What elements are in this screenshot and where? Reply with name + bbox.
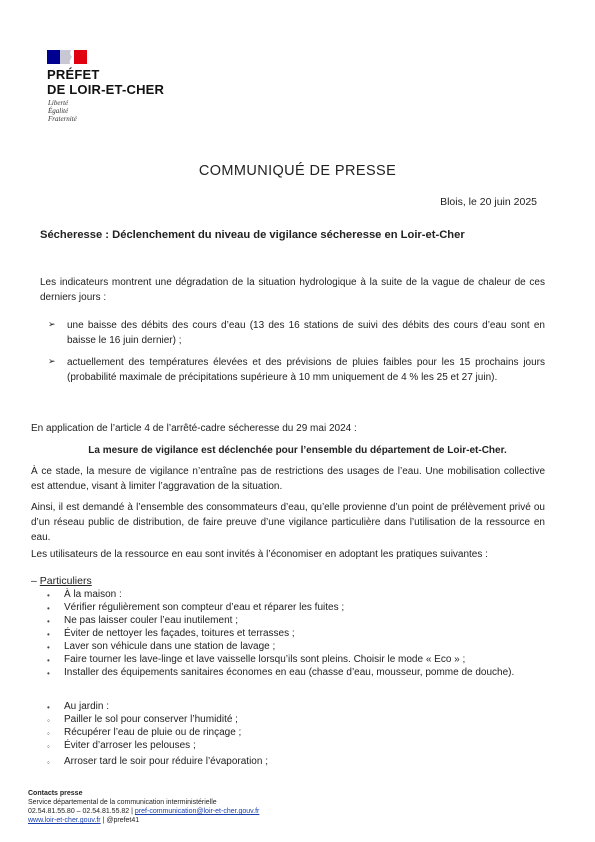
bullet-dot-icon: • (47, 591, 50, 600)
section-dash: – (31, 575, 40, 587)
contacts-service: Service départemental de la communication interministérielle (28, 799, 217, 806)
prefet-logo-text (47, 67, 164, 97)
motto-fraternite: Fraternité (48, 115, 77, 123)
maison-item: Ne pas laisser couler l’eau inutilement ; (64, 615, 238, 626)
document-title: COMMUNIQUÉ DE PRESSE (198, 163, 397, 179)
bullet-circle-icon: ◦ (47, 758, 50, 767)
application-line: En application de l’article 4 de l’arrêté-cadre sécheresse du 29 mai 2024 : (31, 423, 357, 434)
flag-red-stripe (74, 50, 87, 64)
place-and-date: Blois, le 20 juin 2025 (440, 196, 537, 208)
contacts-title: Contacts presse (28, 790, 83, 797)
press-contacts (28, 789, 259, 825)
bullet-dot-icon: • (47, 617, 50, 626)
logo-line-1: PRÉFET (47, 67, 100, 82)
bullet-dot-icon: • (47, 656, 50, 665)
bullet-dot-icon: • (47, 703, 50, 712)
jardin-title: Au jardin : (64, 701, 110, 712)
motto-liberte: Liberté (48, 99, 69, 107)
bullet-circle-icon: ◦ (47, 729, 50, 738)
social-handle: @prefet41 (106, 817, 140, 824)
bullet-dot-icon: • (47, 604, 50, 613)
bullet-circle-icon: ◦ (47, 742, 50, 751)
indicator-item-1: une baisse des débits des cours d’eau (13 des 16 stations de suivi des débits des cours d’eau sont en baisse le 16 juin dernier) ; (67, 320, 545, 346)
section-particuliers (31, 575, 92, 587)
bullet-circle-icon: ◦ (47, 716, 50, 725)
vigilance-announcement: La mesure de vigilance est déclenchée pour l’ensemble du département de Loir-et-Cher. (88, 445, 507, 456)
marianne-flag-logo (47, 50, 87, 64)
maison-item: Laver son véhicule dans une station de lavage ; (64, 641, 276, 652)
indicator-item-2: actuellement des températures élevées et des prévisions de pluies faibles pour les 15 prochains jours (probabilité maximale de précipitations supérieure à 10 mm uniquement de 4 % les 25 et 27 juin). (67, 357, 545, 383)
republic-motto (48, 99, 77, 123)
jardin-item: Récupérer l’eau de pluie ou de rinçage ; (64, 727, 242, 738)
maison-item: Installer des équipements sanitaires économes en eau (chasse d’eau, mousseur, pomme de douche). (64, 667, 515, 678)
jardin-item: Arroser tard le soir pour réduire l’évaporation ; (64, 756, 268, 767)
maison-item: Vérifier régulièrement son compteur d’eau et réparer les fuites ; (64, 602, 345, 613)
contacts-phones: 02.54.81.55.80 – 02.54.81.55.82 | (28, 808, 135, 815)
motto-egalite: Égalité (48, 107, 69, 115)
arrow-bullet-icon: ➢ (48, 356, 56, 366)
indicator-list-2 (48, 355, 545, 385)
contacts-phones-line (28, 807, 259, 816)
section-title: Particuliers (39, 575, 92, 587)
arrow-bullet-icon: ➢ (48, 319, 56, 329)
paragraph-request: Ainsi, il est demandé à l’ensemble des consommateurs d’eau, qu’elle provienne d’un point de prélèvement privé ou d’un réseau public de distribution, de faire preuve d’une vigilance particulière dans l’utilisation de la ressource en eau. (31, 502, 545, 543)
maison-item: Faire tourner les lave-linge et lave vaisselle lorsqu’ils sont pleins. Choisir le mode « Eco » ; (64, 654, 466, 665)
website-link[interactable]: www.loir-et-cher.gouv.fr (28, 817, 101, 824)
indicator-list (48, 318, 545, 348)
bullet-dot-icon: • (47, 630, 50, 639)
flag-blue-stripe (47, 50, 60, 64)
headline: Sécheresse : Déclenchement du niveau de vigilance sécheresse en Loir-et-Cher (40, 229, 465, 241)
bullet-dot-icon: • (47, 643, 50, 652)
paragraph-stage: À ce stade, la mesure de vigilance n’entraîne pas de restrictions des usages de l’eau. Une mobilisation collective est attendue, visant à limiter l’aggravation de la situation. (31, 466, 545, 492)
maison-title: À la maison : (64, 589, 122, 600)
web-separator: | (100, 817, 107, 824)
contacts-web-line (28, 816, 259, 825)
logo-line-2: DE LOIR-ET-CHER (47, 82, 165, 97)
contacts-email-link[interactable]: pref-communication@loir-et-cher.gouv.fr (134, 808, 260, 815)
maison-item: Éviter de nettoyer les façades, toitures et terrasses ; (64, 628, 295, 639)
intro-paragraph: Les indicateurs montrent une dégradation de la situation hydrologique à la suite de la vague de chaleur de ces derniers jours : (40, 277, 545, 303)
paragraph-practices: Les utilisateurs de la ressource en eau sont invités à l’économiser en adoptant les pratiques suivantes : (31, 549, 488, 560)
jardin-item: Pailler le sol pour conserver l’humidité ; (64, 714, 238, 725)
jardin-item: Éviter d’arroser les pelouses ; (64, 740, 196, 751)
bullet-dot-icon: • (47, 669, 50, 678)
